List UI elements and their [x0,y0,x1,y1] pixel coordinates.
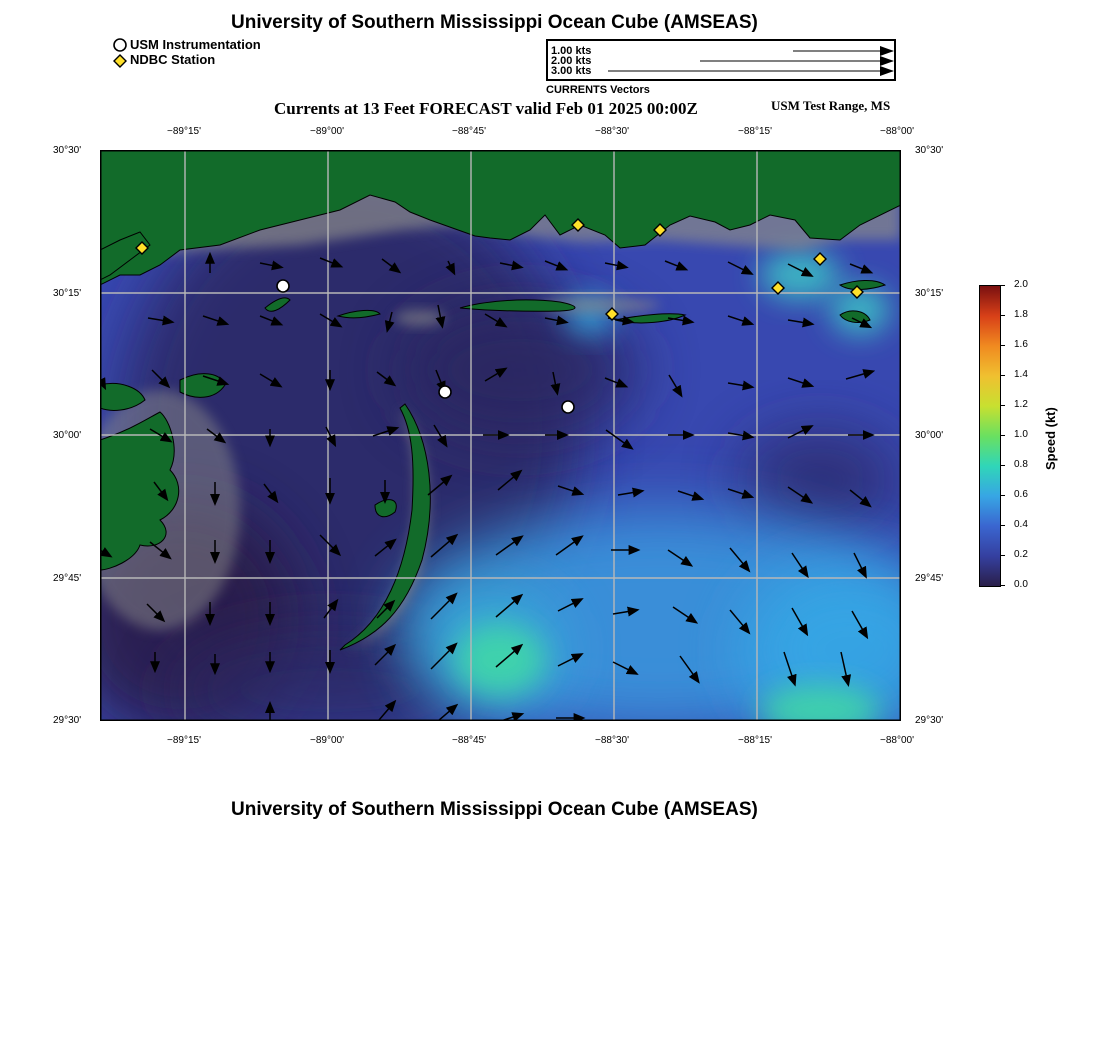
lon-tick-top: −89°00' [310,126,344,137]
lon-tick-bottom: −89°15' [167,735,201,746]
colorbar-tick-mark [1000,375,1005,376]
lon-tick-top: −88°30' [595,126,629,137]
lat-tick-left: 29°30' [53,715,82,726]
lat-tick-left: 29°45' [53,573,82,584]
speed-colorbar [979,285,1001,587]
lon-tick-top: −88°15' [738,126,772,137]
colorbar-tick-label: 2.0 [1014,279,1028,290]
vector-scale-1kt: 1.00 kts [551,45,592,57]
colorbar-tick-label: 1.4 [1014,369,1028,380]
vector-scale-2kt: 2.00 kts [551,55,592,67]
lon-tick-bottom: −88°15' [738,735,772,746]
colorbar-tick-label: 0.6 [1014,489,1028,500]
footer-title: University of Southern Mississippi Ocean Cube (AMSEAS) [231,799,758,820]
colorbar-tick-mark [1000,345,1005,346]
lon-tick-bottom: −89°00' [310,735,344,746]
station-legend [112,37,292,69]
vector-scale-arrows [548,41,894,79]
lon-tick-bottom: −88°30' [595,735,629,746]
colorbar-tick-label: 1.8 [1014,309,1028,320]
vector-scale-3kt: 3.00 kts [551,65,592,77]
vector-legend-title: CURRENTS Vectors [546,84,650,96]
lon-tick-bottom: −88°00' [880,735,914,746]
colorbar-tick-label: 0.0 [1014,579,1028,590]
lat-tick-left: 30°15' [53,288,82,299]
lat-tick-right: 29°45' [915,573,944,584]
colorbar-tick-label: 1.6 [1014,339,1028,350]
ndbc-marker-icon [112,54,128,70]
colorbar-tick-mark [1000,315,1005,316]
colorbar-tick-label: 1.0 [1014,429,1028,440]
colorbar-tick-mark [1000,495,1005,496]
ndbc-legend-label: NDBC Station [130,52,216,67]
lon-tick-top: −88°45' [452,126,486,137]
page-title: University of Southern Mississippi Ocean Cube (AMSEAS) [231,12,758,33]
lat-tick-right: 30°15' [915,288,944,299]
usm-legend-label: USM Instrumentation [130,37,261,52]
lat-tick-right: 29°30' [915,715,944,726]
map-subtitle: Currents at 13 Feet FORECAST valid Feb 01 2025 00:00Z [274,99,698,118]
colorbar-tick-mark [1000,285,1005,286]
lat-tick-left: 30°00' [53,430,82,441]
lat-tick-right: 30°00' [915,430,944,441]
lon-tick-top: −88°00' [880,126,914,137]
usm-station-marker[interactable] [277,280,289,292]
lon-tick-bottom: −88°45' [452,735,486,746]
current-speed-map [100,150,901,721]
colorbar-tick-label: 0.8 [1014,459,1028,470]
lat-tick-left: 30°30' [53,145,82,156]
colorbar-tick-mark [1000,405,1005,406]
range-label: USM Test Range, MS [771,98,891,113]
usm-station-marker[interactable] [562,401,574,413]
colorbar-tick-mark [1000,585,1005,586]
colorbar-tick-label: 0.4 [1014,519,1028,530]
colorbar-tick-label: 0.2 [1014,549,1028,560]
colorbar-tick-mark [1000,525,1005,526]
colorbar-ticks [1000,279,1040,590]
colorbar-tick-mark [1000,555,1005,556]
colorbar-title: Speed (kt) [1043,407,1058,470]
colorbar-tick-label: 1.2 [1014,399,1028,410]
usm-station-marker[interactable] [439,386,451,398]
lat-tick-right: 30°30' [915,145,944,156]
colorbar-tick-mark [1000,435,1005,436]
colorbar-tick-mark [1000,465,1005,466]
lon-tick-top: −89°15' [167,126,201,137]
vector-scale-legend [546,39,896,81]
